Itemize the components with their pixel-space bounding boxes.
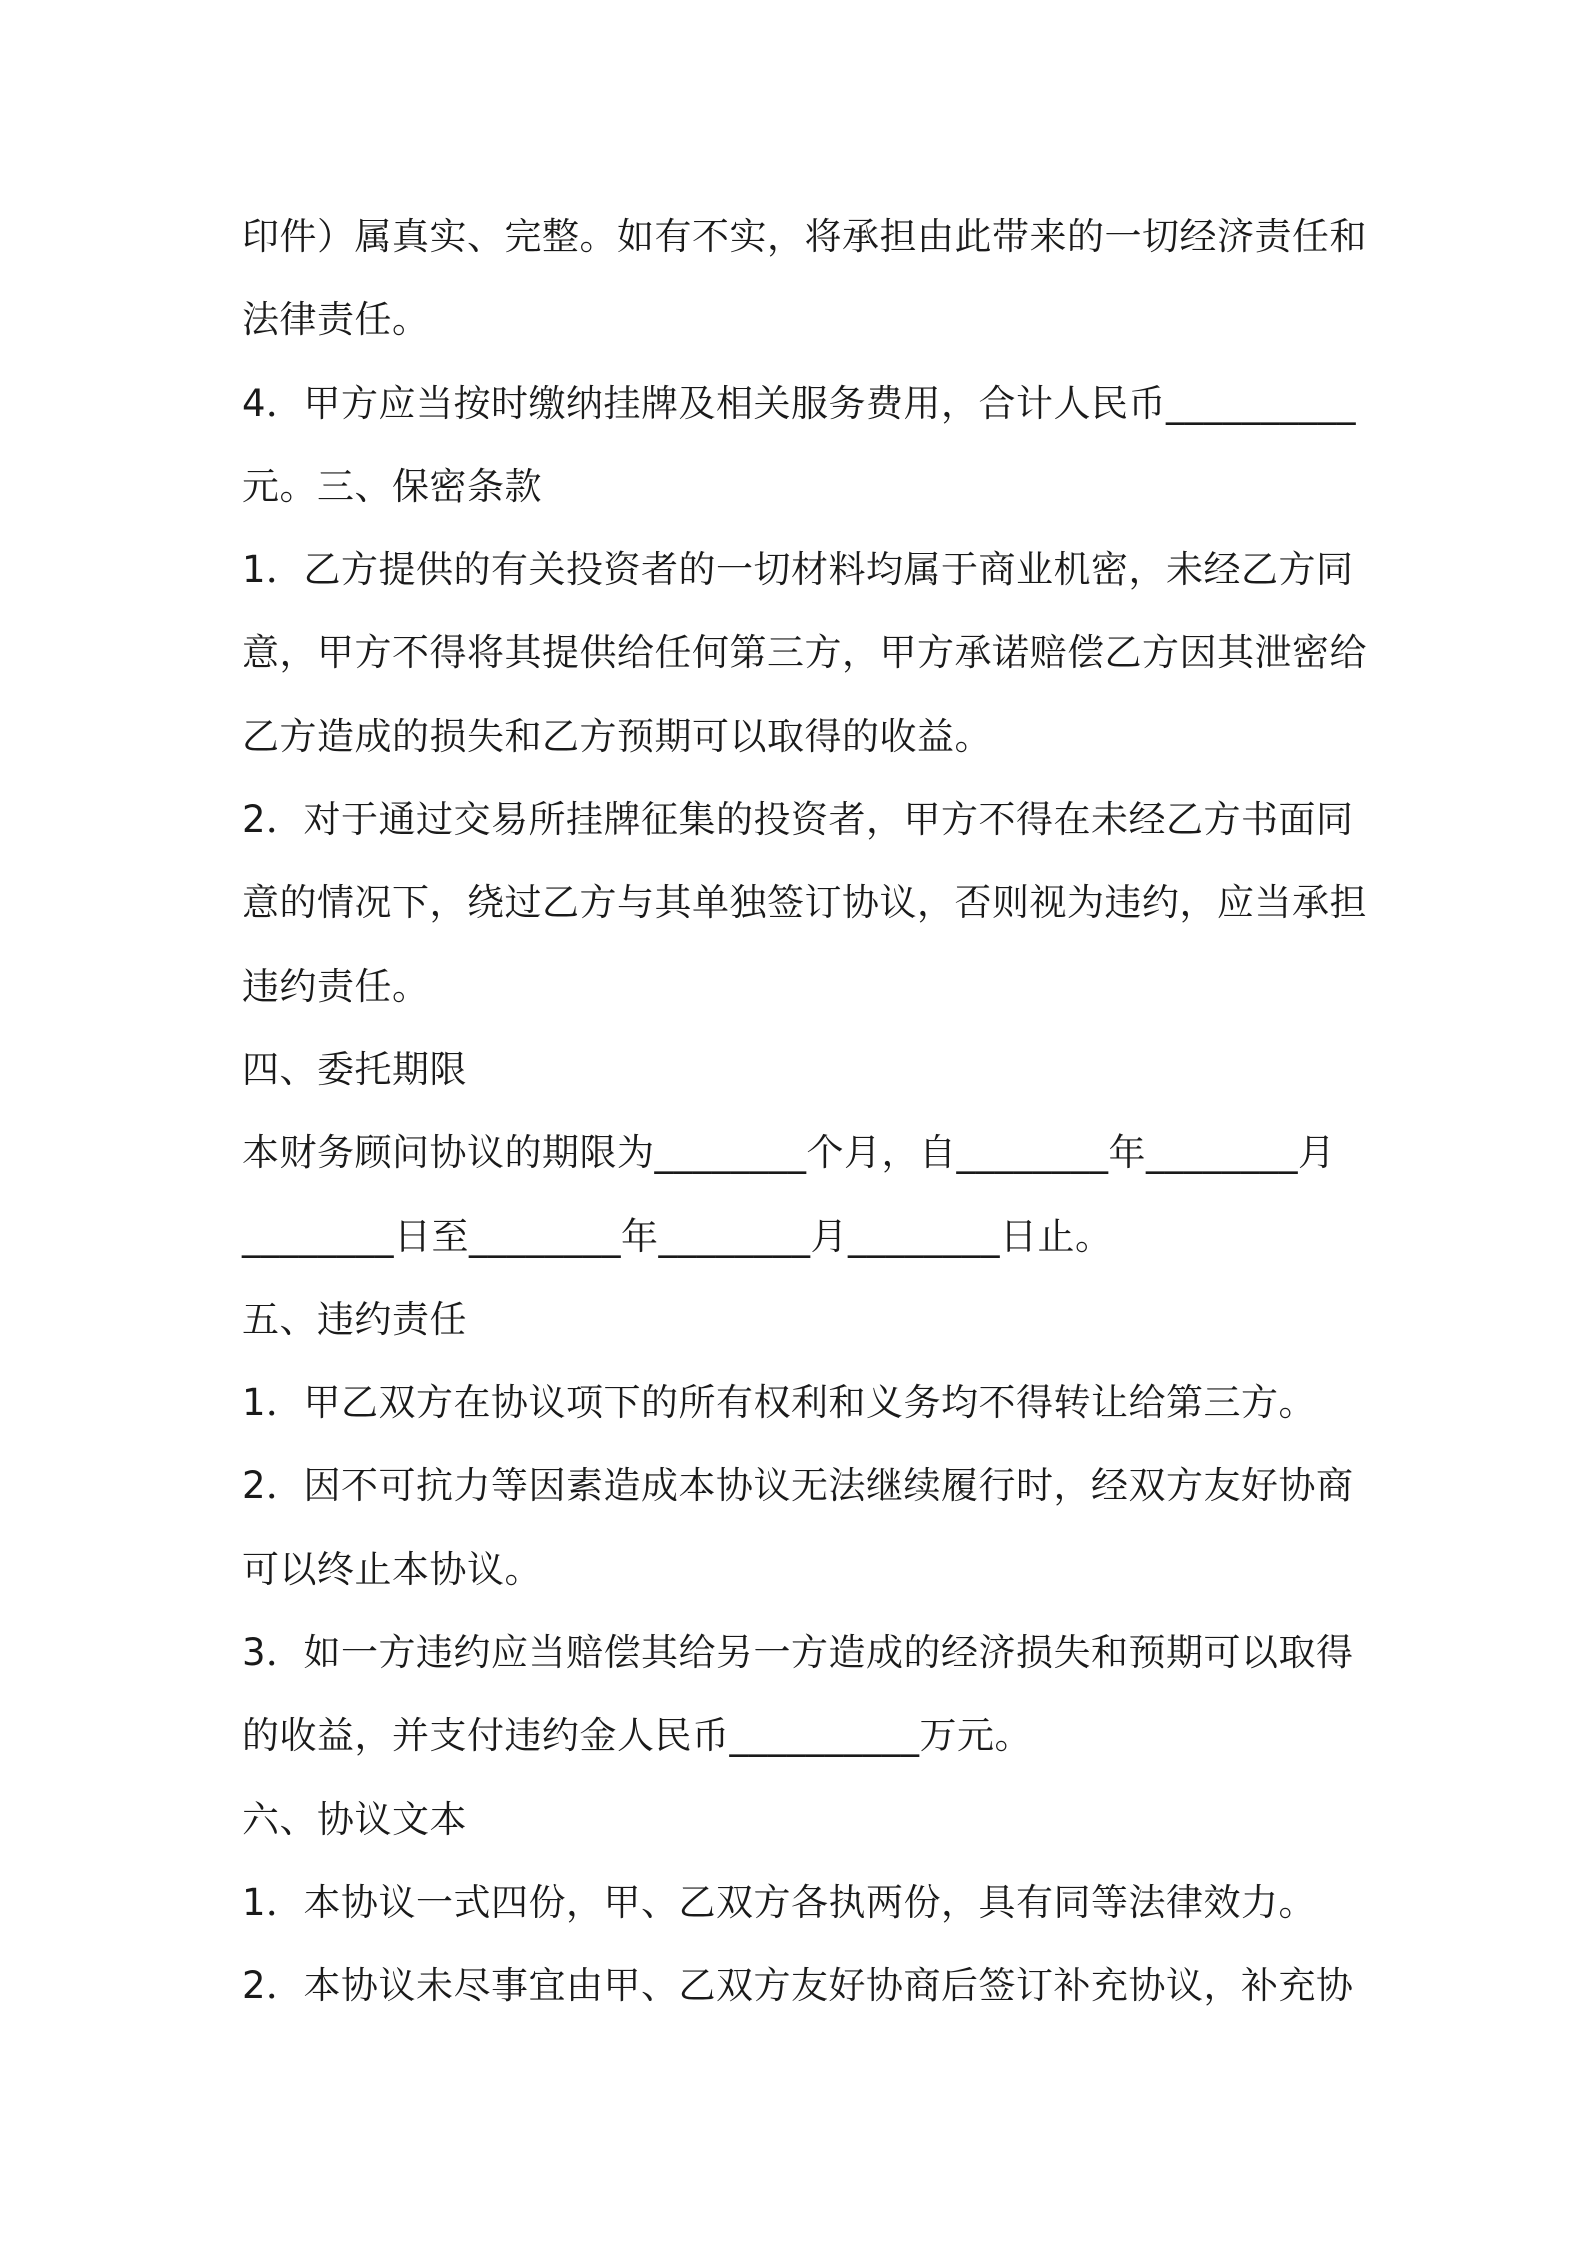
text-line: 法律责任。 bbox=[242, 298, 430, 342]
text-line: 印件）属真实、完整。如有不实，将承担由此带来的一切经济责任和 bbox=[242, 215, 1367, 258]
text-line: 1．甲乙双方在协议项下的所有权利和义务均不得转让给第三方。 bbox=[242, 1381, 1317, 1425]
text-line: 意，甲方不得将其提供给任何第三方，甲方承诺赔偿乙方因其泄密给 bbox=[242, 631, 1367, 675]
text-line: 2．因不可抗力等因素造成本协议无法继续履行时，经双方友好协商 bbox=[242, 1464, 1354, 1508]
section-heading: 五、违约责任 bbox=[242, 1297, 467, 1341]
section-heading-line: 元。三、保密条款 bbox=[242, 464, 542, 508]
text-line: 违约责任。 bbox=[242, 964, 430, 1008]
text-line: 4．甲方应当按时缴纳挂牌及相关服务费用，合计人民币__________ bbox=[242, 381, 1357, 425]
text-line: 的收益，并支付违约金人民币__________万元。 bbox=[242, 1714, 1032, 1758]
text-line: 乙方造成的损失和乙方预期可以取得的收益。 bbox=[242, 714, 992, 758]
text-line: 意的情况下，绕过乙方与其单独签订协议，否则视为违约，应当承担 bbox=[242, 881, 1367, 925]
text-line: ________日至________年________月________日止。 bbox=[242, 1214, 1113, 1258]
text-line: 2．本协议未尽事宜由甲、乙双方友好协商后签订补充协议，补充协 bbox=[242, 1964, 1354, 2008]
section-heading: 六、协议文本 bbox=[242, 1797, 467, 1841]
text-line: 1．乙方提供的有关投资者的一切材料均属于商业机密，未经乙方同 bbox=[242, 548, 1354, 592]
document-body bbox=[242, 195, 1367, 2028]
text-line: 2．对于通过交易所挂牌征集的投资者，甲方不得在未经乙方书面同 bbox=[242, 798, 1354, 842]
text-line: 本财务顾问协议的期限为________个月，自________年________月 bbox=[242, 1131, 1336, 1175]
section-heading: 四、委托期限 bbox=[242, 1047, 467, 1091]
text-line: 3．如一方违约应当赔偿其给另一方造成的经济损失和预期可以取得 bbox=[242, 1631, 1354, 1675]
text-line: 1．本协议一式四份，甲、乙双方各执两份，具有同等法律效力。 bbox=[242, 1880, 1317, 1924]
text-line: 可以终止本协议。 bbox=[242, 1547, 542, 1591]
